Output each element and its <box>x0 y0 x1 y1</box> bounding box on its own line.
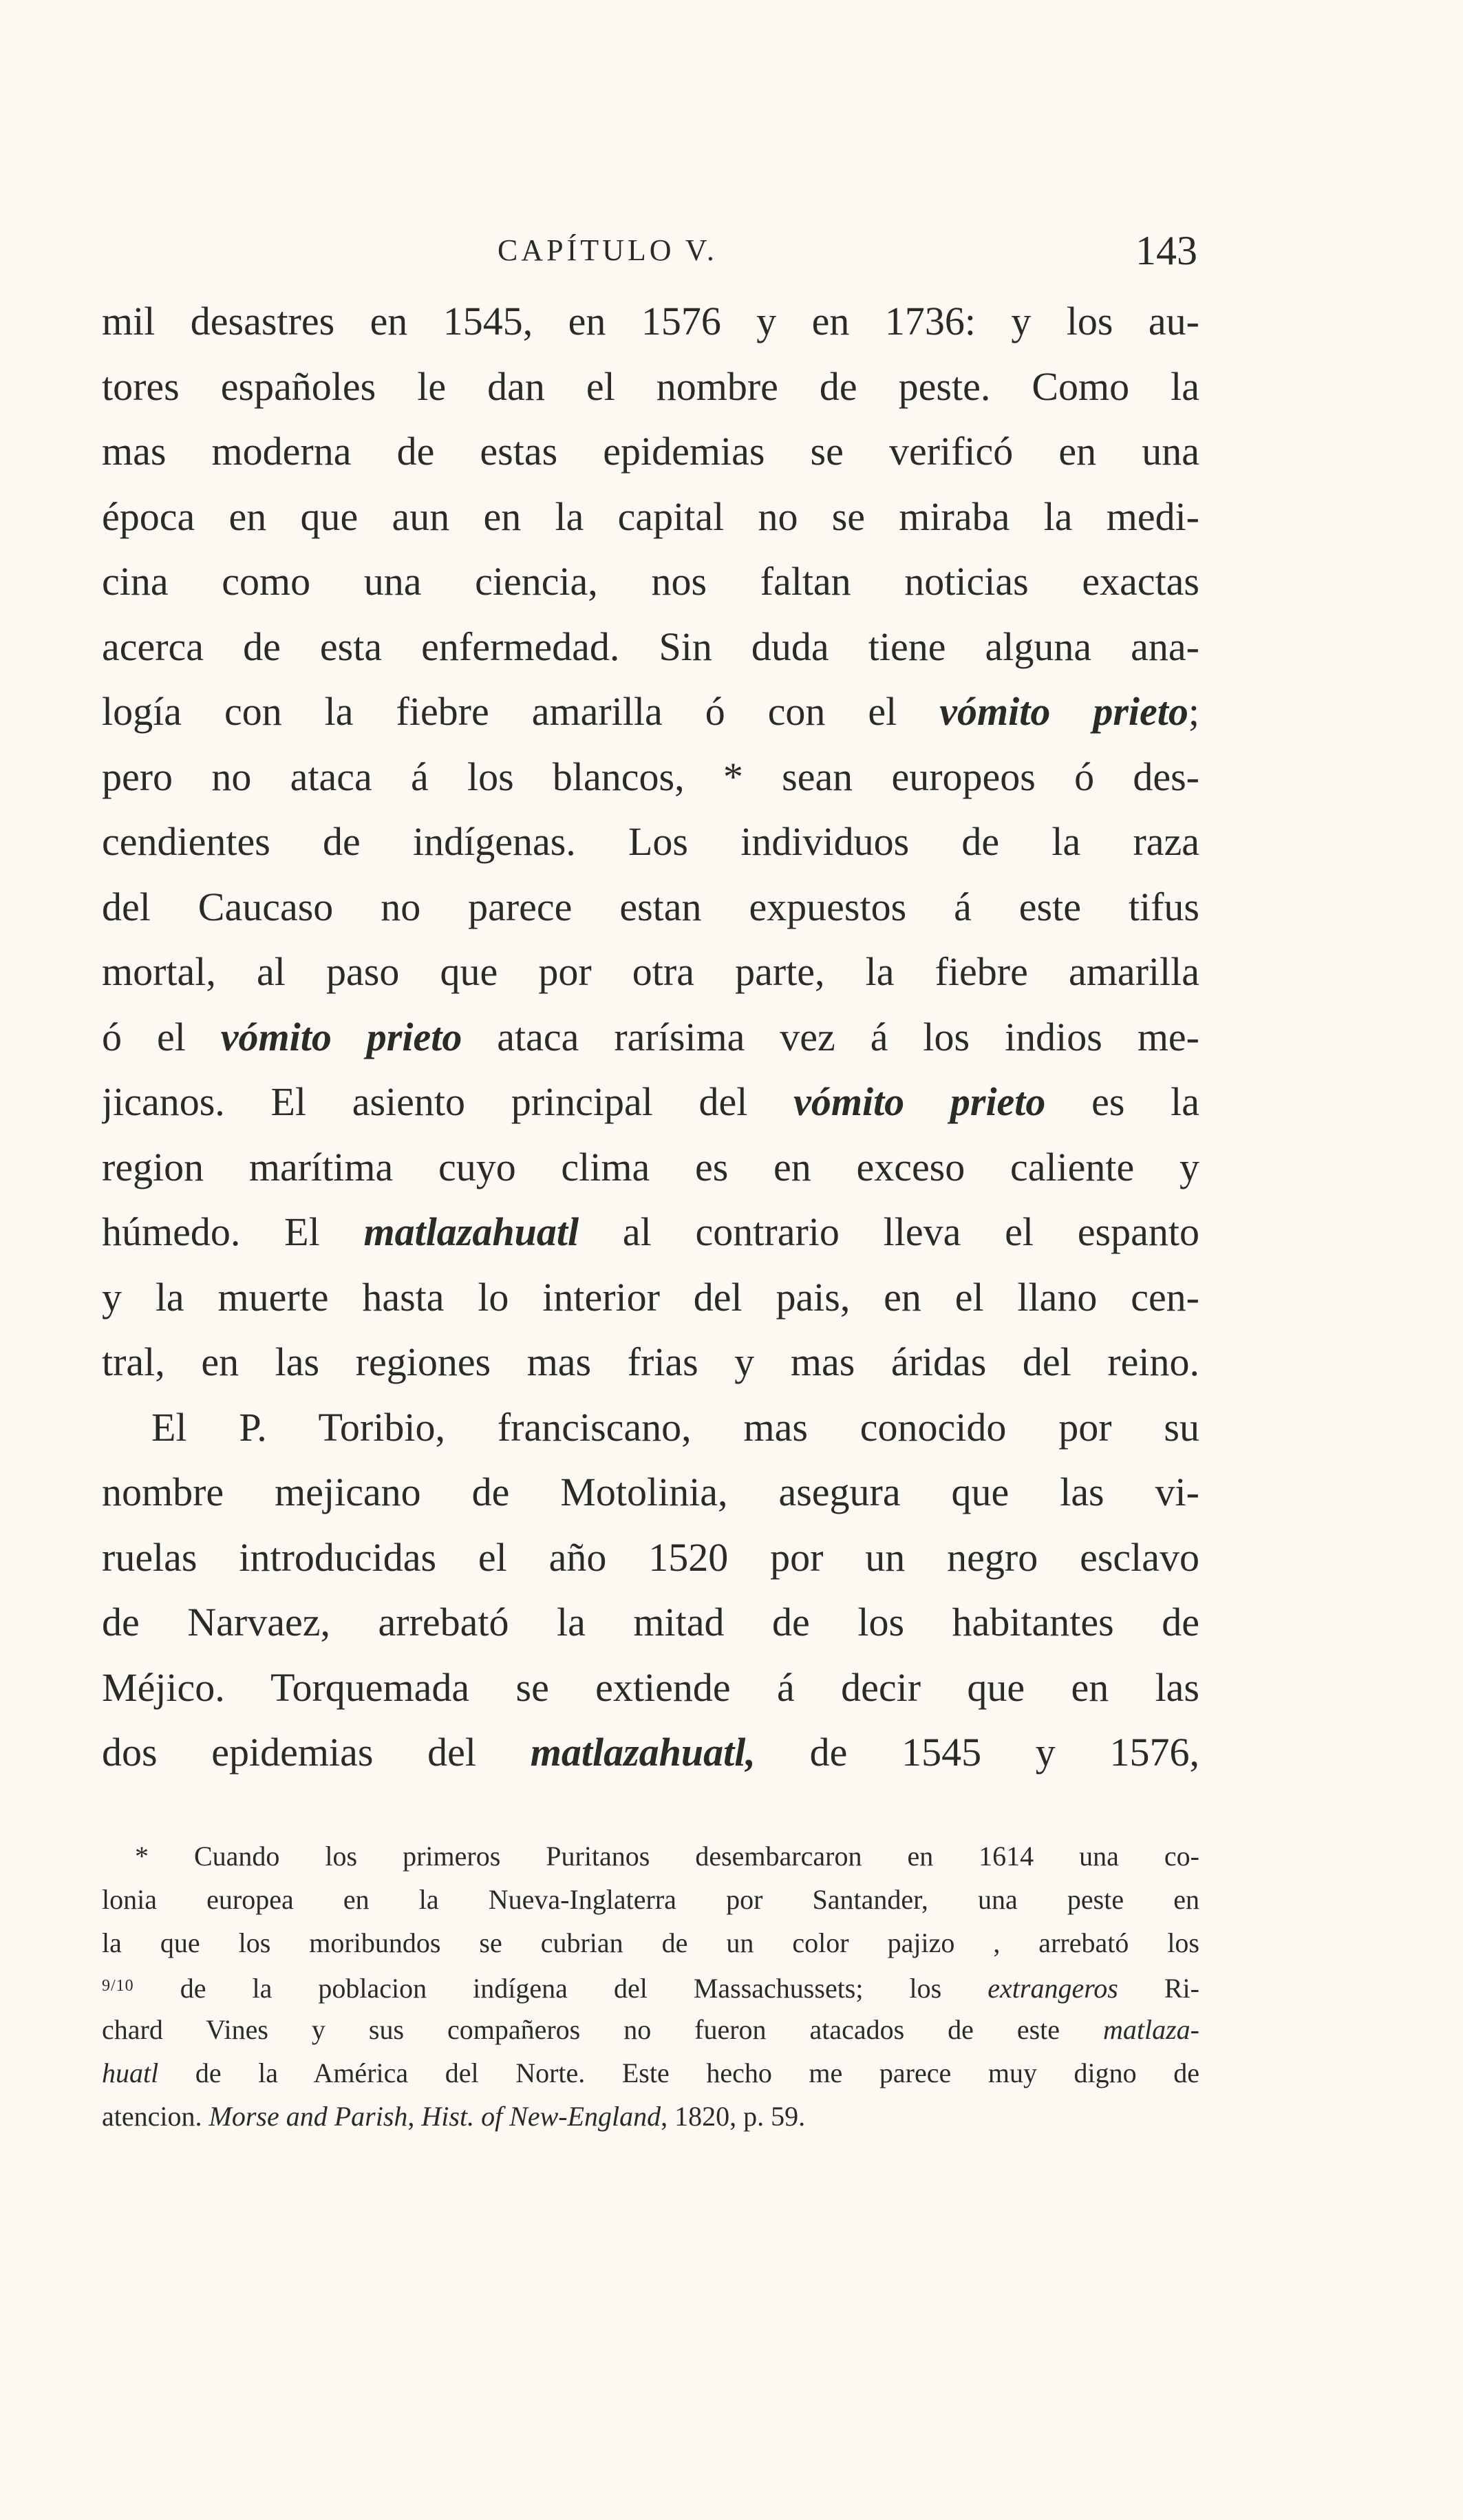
page-header <box>102 227 1218 282</box>
footnote <box>102 1834 1199 2138</box>
running-title: CAPÍTULO V. <box>498 233 718 267</box>
text-line: Méjico. Torquemada se extiende á decir que en las <box>102 1664 1199 1710</box>
text-line: cendientes de indígenas. Los individuos de la raza <box>102 819 1199 864</box>
text-line: y la muerte hasta lo interior del pais, en el llano cen- <box>102 1274 1199 1320</box>
emphasis: vómito prieto <box>220 1014 462 1059</box>
body-text <box>102 289 1199 1786</box>
page-number: 143 <box>1135 228 1197 273</box>
emphasis: matlazahuatl <box>363 1209 579 1254</box>
emphasis: matlazahuatl, <box>530 1730 756 1775</box>
text-line: pero no ataca á los blancos, * sean europeos ó des- <box>102 754 1199 799</box>
text-line: tral, en las regiones mas frias y mas áridas del reino. <box>102 1340 1199 1384</box>
emphasis: vómito prieto <box>939 689 1188 734</box>
text-line: ó el vómito prieto ataca rarísima vez á los indios me- <box>102 1014 1199 1059</box>
text-line: logía con la fiebre amarilla ó con el vómito prieto; <box>102 689 1199 734</box>
footnote-line: la que los moribundos se cubrian de un color pajizo , arrebató los <box>102 1927 1199 1958</box>
text-line: cina como una ciencia, nos faltan noticias exactas <box>102 559 1199 604</box>
text-line: húmedo. El matlazahuatl al contrario lleva el espanto <box>102 1209 1199 1254</box>
text-line: de Narvaez, arrebató la mitad de los habitantes de <box>102 1600 1199 1644</box>
emphasis: vómito prieto <box>793 1079 1046 1124</box>
text-line: mortal, al paso que por otra parte, la fiebre amarilla <box>102 949 1199 994</box>
footnote-line: $^{9/10}$ de la poblacion indígena del Massachussets; los extrangeros Ri- <box>102 1973 1199 2004</box>
text-line: region marítima cuyo clima es en exceso caliente y <box>102 1144 1199 1189</box>
text-line: mas moderna de estas epidemias se verificó en una <box>102 429 1199 474</box>
text-line: ruelas introducidas el año 1520 por un negro esclavo <box>102 1534 1199 1580</box>
footnote-line: * Cuando los primeros Puritanos desembarcaron en 1614 una co- <box>135 1841 1199 1872</box>
text-line: época en que aun en la capital no se miraba la medi- <box>102 494 1199 539</box>
text-line: acerca de esta enfermedad. Sin duda tiene alguna ana- <box>102 624 1199 669</box>
text-line: jicanos. El asiento principal del vómito prieto es la <box>102 1079 1199 1124</box>
footnote-line: huatl de la América del Norte. Este hecho me parece muy digno de <box>102 2057 1199 2088</box>
text-line: del Caucaso no parece estan expuestos á este tifus <box>102 884 1199 929</box>
text-line: tores españoles le dan el nombre de peste. Como la <box>102 363 1199 409</box>
text-line: mil desastres en 1545, en 1576 y en 1736: y los au- <box>102 299 1199 343</box>
footnote-line: lonia europea en la Nueva-Inglaterra por Santander, una peste en <box>102 1884 1199 1915</box>
fraction: 9/10 <box>102 1977 134 1995</box>
footnote-line: atencion. Morse and Parish, Hist. of New-England, 1820, p. 59. <box>102 2101 806 2132</box>
text-line: dos epidemias del matlazahuatl, de 1545 y 1576, <box>102 1730 1199 1775</box>
text-line: El P. Toribio, franciscano, mas conocido por su <box>151 1404 1199 1450</box>
text-line: nombre mejicano de Motolinia, asegura que las vi- <box>102 1470 1199 1514</box>
footnote-line: chard Vines y sus compañeros no fueron atacados de este matlaza- <box>102 2014 1199 2045</box>
